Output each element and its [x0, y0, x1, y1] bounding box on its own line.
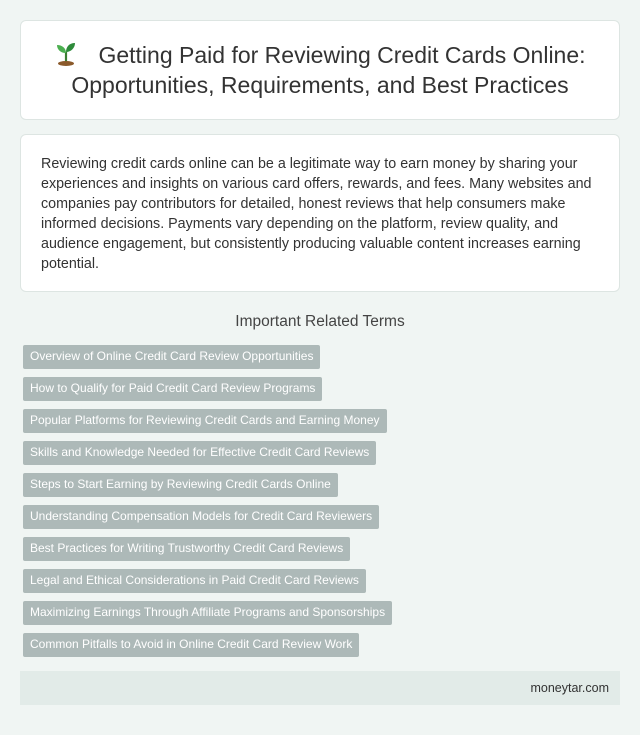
list-item: [23, 441, 617, 473]
list-item: [23, 633, 617, 665]
page-title: [45, 40, 595, 100]
intro-text: Reviewing credit cards online can be a legitimate way to earn money by sharing your experiences and insights on various card offers, rewards, and fees. Many websites and companies pay contributors for detailed, honest reviews that help consumers make informed decisions. Payments vary depending on the platform, review quality, and audience engagement, but consistently producing valuable content increases earning potential.: [41, 156, 592, 272]
title-card: [20, 20, 620, 120]
related-term-link[interactable]: How to Qualify for Paid Credit Card Review Programs: [23, 377, 322, 401]
related-term-link[interactable]: Best Practices for Writing Trustworthy Credit Card Reviews: [23, 537, 350, 561]
page-title-text: Getting Paid for Reviewing Credit Cards Online: Opportunities, Requirements, and Best Practices: [71, 42, 586, 98]
related-term-link[interactable]: Skills and Knowledge Needed for Effective Credit Card Reviews: [23, 441, 376, 465]
related-terms-list: [23, 345, 617, 665]
related-term-link[interactable]: Maximizing Earnings Through Affiliate Programs and Sponsorships: [23, 601, 392, 625]
related-term-link[interactable]: Common Pitfalls to Avoid in Online Credit Card Review Work: [23, 633, 359, 657]
intro-card: [20, 134, 620, 292]
footer-site[interactable]: moneytar.com: [530, 681, 609, 695]
related-term-link[interactable]: Understanding Compensation Models for Credit Card Reviewers: [23, 505, 379, 529]
related-term-link[interactable]: Popular Platforms for Reviewing Credit Cards and Earning Money: [23, 409, 387, 433]
list-item: [23, 409, 617, 441]
related-term-link[interactable]: Overview of Online Credit Card Review Opportunities: [23, 345, 320, 369]
list-item: [23, 377, 617, 409]
list-item: [23, 569, 617, 601]
related-term-link[interactable]: Steps to Start Earning by Reviewing Credit Cards Online: [23, 473, 338, 497]
related-term-link[interactable]: Legal and Ethical Considerations in Paid Credit Card Reviews: [23, 569, 366, 593]
list-item: [23, 345, 617, 377]
list-item: [23, 505, 617, 537]
related-terms-heading: Important Related Terms: [235, 313, 405, 330]
sprout-icon: [54, 40, 78, 66]
list-item: [23, 473, 617, 505]
list-item: [23, 537, 617, 569]
list-item: [23, 601, 617, 633]
footer: [20, 671, 620, 705]
